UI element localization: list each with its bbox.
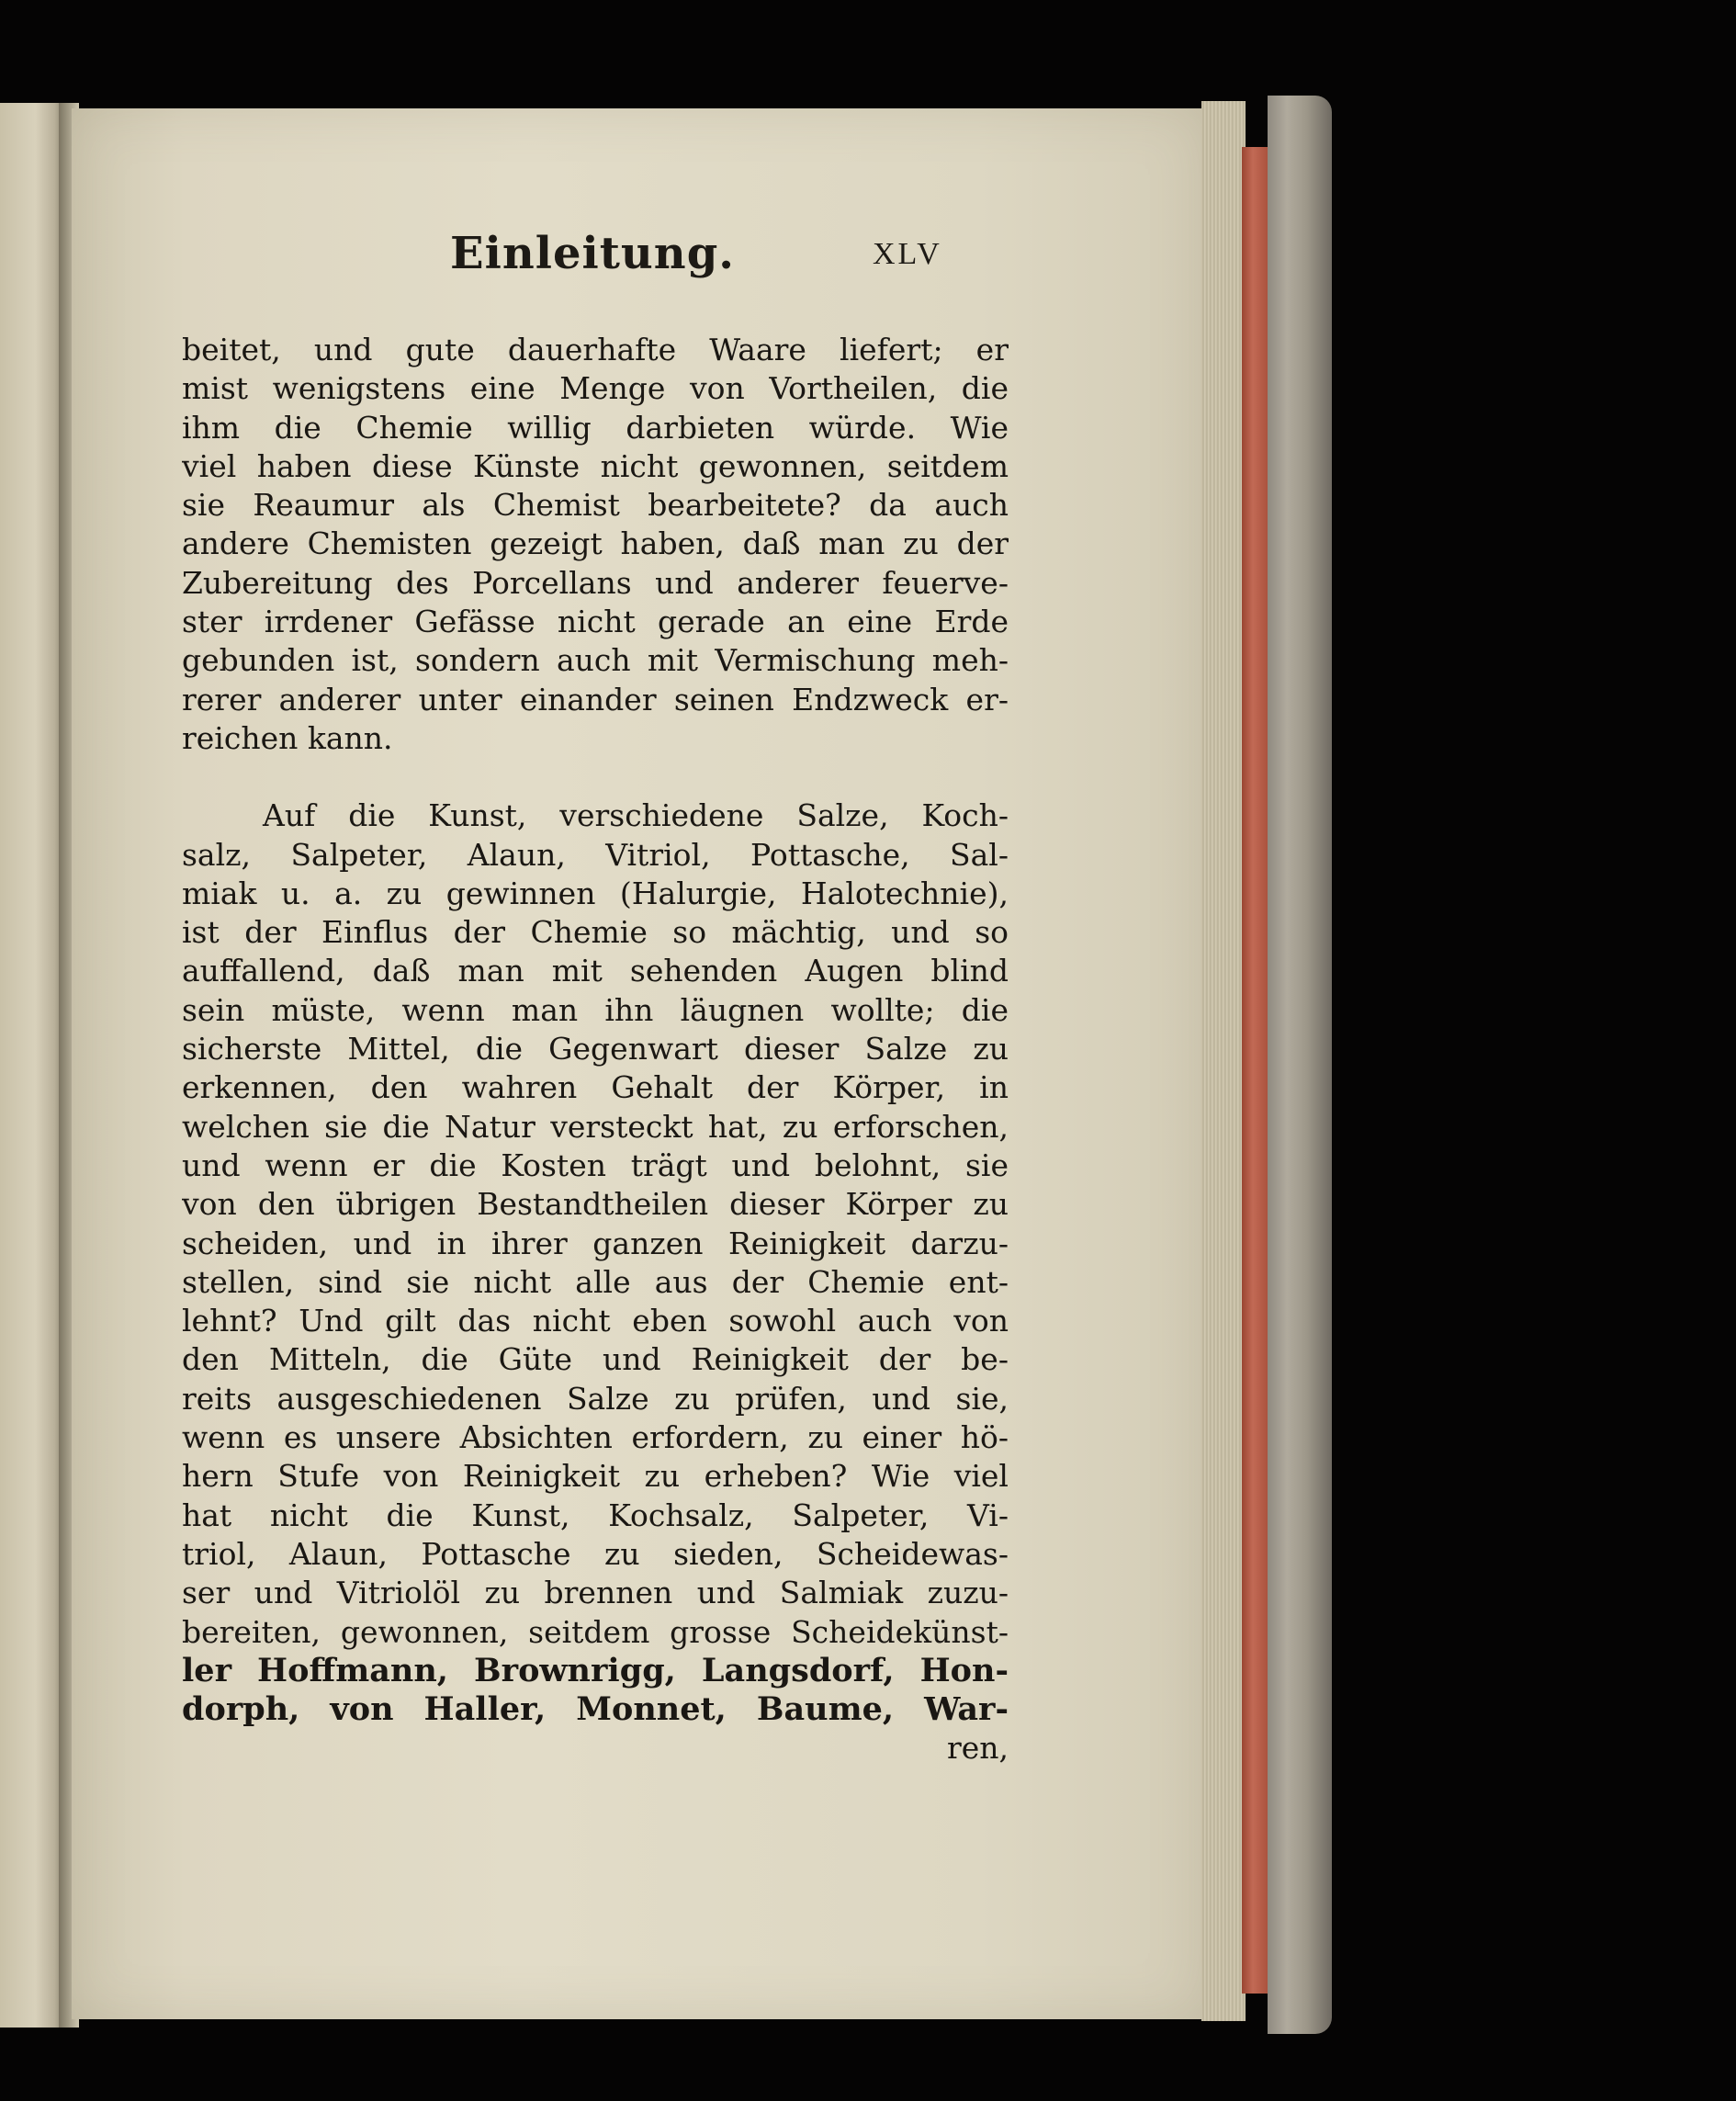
text-line: ster irrdener Gefässe nicht gerade an eine Erde [182, 604, 1009, 640]
text-line: gebunden ist, sondern auch mit Vermischung meh- [182, 642, 1009, 679]
text-line: hat nicht die Kunst, Kochsalz, Salpeter, Vi- [182, 1497, 1009, 1533]
body-text [182, 331, 1009, 1768]
text-line: ihm die Chemie willig darbieten würde. Wie [182, 409, 1009, 446]
text-line: sein müste, wenn man ihn läugnen wollte; die [182, 991, 1009, 1028]
page-number: XLV [873, 237, 942, 271]
text-line: stellen, sind sie nicht alle aus der Chemie ent- [182, 1263, 1009, 1300]
text-line: auffallend, daß man mit sehenden Augen blind [182, 953, 1009, 989]
text-line: dorph, von Haller, Monnet, Baume, War- [182, 1690, 1009, 1729]
text-line: viel haben diese Künste nicht gewonnen, seitdem [182, 447, 1009, 484]
page-header [450, 228, 1001, 292]
text-line: Zubereitung des Porcellans und anderer feuervе- [182, 564, 1009, 601]
running-head: Einleitung. [450, 228, 735, 279]
text-line: reits ausgeschiedenen Salze zu prüfen, und sie, [182, 1380, 1009, 1417]
text-line: andere Chemisten gezeigt haben, daß man zu der [182, 525, 1009, 562]
text-line: lehnt? Und gilt das nicht eben sowohl auch von [182, 1303, 1009, 1339]
red-page-edge [1242, 147, 1269, 1994]
text-line: bereiten, gewonnen, seitdem grosse Scheidekünst- [182, 1613, 1009, 1650]
text-line: beitet, und gute dauerhafte Waare liefert; er [182, 332, 1009, 367]
text-line: mist wenigstens eine Menge von Vortheilen, die [182, 370, 1009, 407]
text-line: hern Stufe von Reinigkeit zu erheben? Wie viel [182, 1458, 1009, 1495]
text-line: sicherste Mittel, die Gegenwart dieser Salze zu [182, 1031, 1009, 1067]
text-line: und wenn er die Kosten trägt und belohnt, sie [182, 1147, 1009, 1183]
left-page-edge [0, 103, 64, 2028]
text-line: triol, Alaun, Pottasche zu sieden, Scheidewas- [182, 1535, 1009, 1572]
text-line: scheiden, und in ihrer ganzen Reinigkeit darzu- [182, 1225, 1009, 1261]
text-line: erkennen, den wahren Gehalt der Körper, in [182, 1069, 1009, 1106]
book-cover-edge [1268, 96, 1332, 2034]
text-line: salz, Salpeter, Alaun, Vitriol, Pottasche, Sal- [182, 836, 1009, 873]
text-line: von den übrigen Bestandtheilen dieser Körper zu [182, 1186, 1009, 1223]
text-line: rerer anderer unter einander seinen Endzweck er- [182, 681, 1009, 717]
text-line: reichen kann. [182, 719, 393, 756]
page-edges [1201, 101, 1246, 2021]
text-line: sie Reaumur als Chemist bearbeitete? da auch [182, 487, 1009, 524]
paragraph-gap [182, 758, 1009, 796]
text-line: ler Hoffmann, Brownrigg, Langsdorf, Hon- [182, 1651, 1009, 1689]
text-line: den Mitteln, die Güte und Reinigkeit der be- [182, 1341, 1009, 1378]
text-line: Auf die Kunst, verschiedene Salze, Koch- [263, 797, 1009, 834]
text-line: ist der Einflus der Chemie so mächtig, und so [182, 914, 1009, 951]
text-line: ser und Vitriolöl zu brennen und Salmiak zuzu- [182, 1575, 1009, 1611]
text-line: welchen sie die Natur versteckt hat, zu erforschen, [182, 1108, 1009, 1145]
text-line: wenn es unsere Absichten erfordern, zu einer hö- [182, 1419, 1009, 1456]
text-line: miak u. a. zu gewinnen (Halurgie, Halotechnie), [182, 875, 1009, 911]
catchword: ren, [946, 1730, 1009, 1767]
